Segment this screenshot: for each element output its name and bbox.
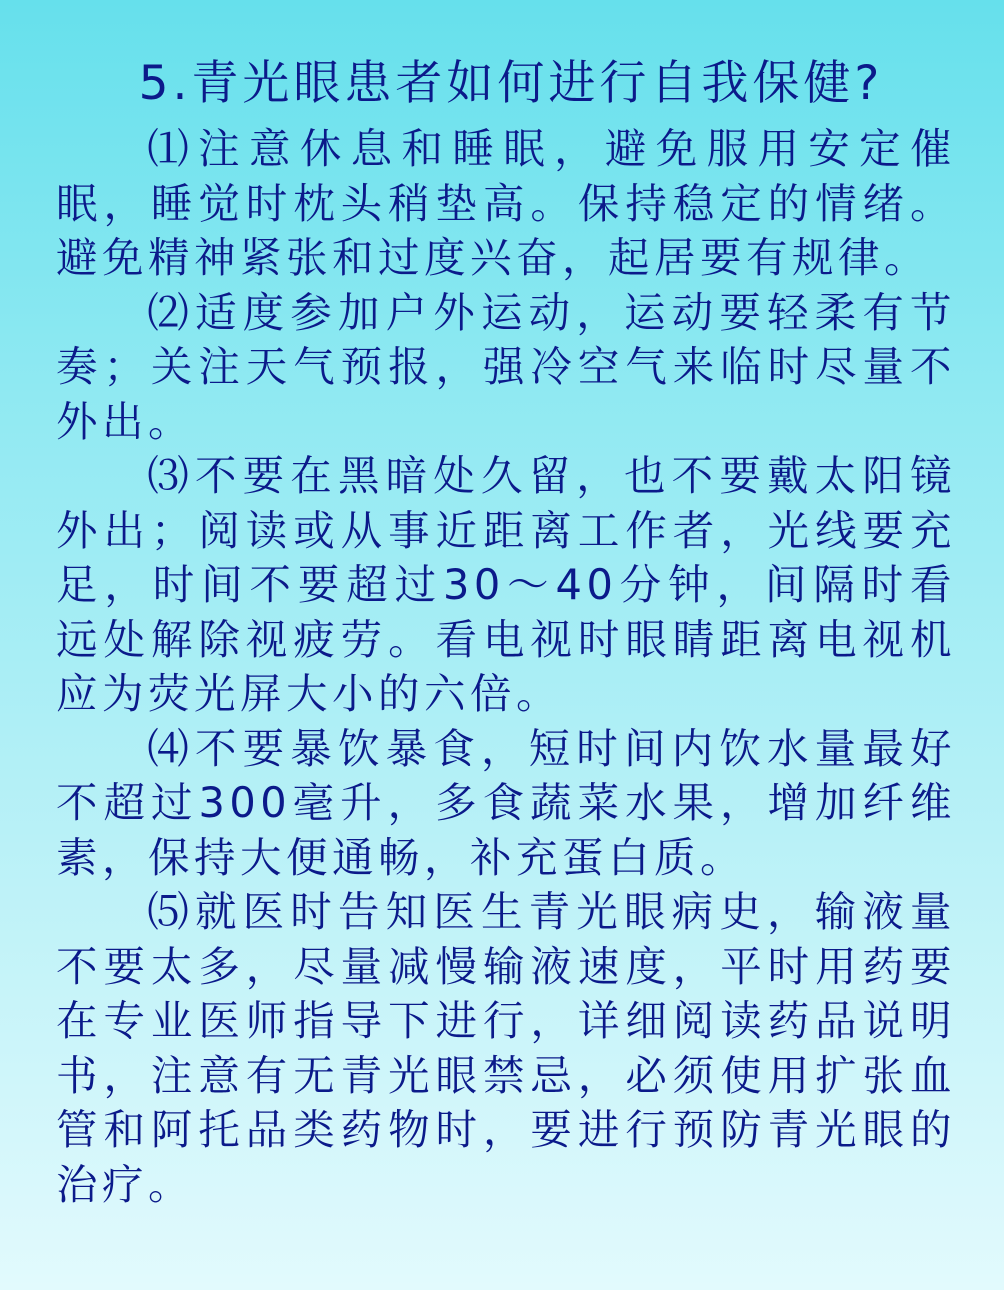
paragraph-2: ⑵适度参加户外运动，运动要轻柔有节奏；关注天气预报，强冷空气来临时尽量不外出。 bbox=[56, 287, 956, 446]
paragraph-1: ⑴注意休息和睡眠，避免服用安定催眠，睡觉时枕头稍垫高。保持稳定的情绪。避免精神紧张和过度兴奋，起居要有规律。 bbox=[56, 124, 956, 282]
paragraph-3: ⑶不要在黑暗处久留，也不要戴太阳镜外出；阅读或从事近距离工作者，光线要充足，时间不要超过30～40分钟，间隔时看远处解除视疲劳。看电视时眼睛距离电视机应为荧光屏大小的六倍。 bbox=[56, 451, 956, 718]
document-title: 5.青光眼患者如何进行自我保健? bbox=[138, 56, 884, 111]
paragraph-5: ⑸就医时告知医生青光眼病史，输液量不要太多，尽量减慢输液速度，平时用药要在专业医师指导下进行，详细阅读药品说明书，注意有无青光眼禁忌，必须使用扩张血管和阿托品类药物时，要进行预防青光眼的治疗。 bbox=[56, 887, 956, 1209]
paragraph-4: ⑷不要暴饮暴食，短时间内饮水量最好不超过300毫升，多食蔬菜水果，增加纤维素，保持大便通畅，补充蛋白质。 bbox=[56, 723, 956, 882]
